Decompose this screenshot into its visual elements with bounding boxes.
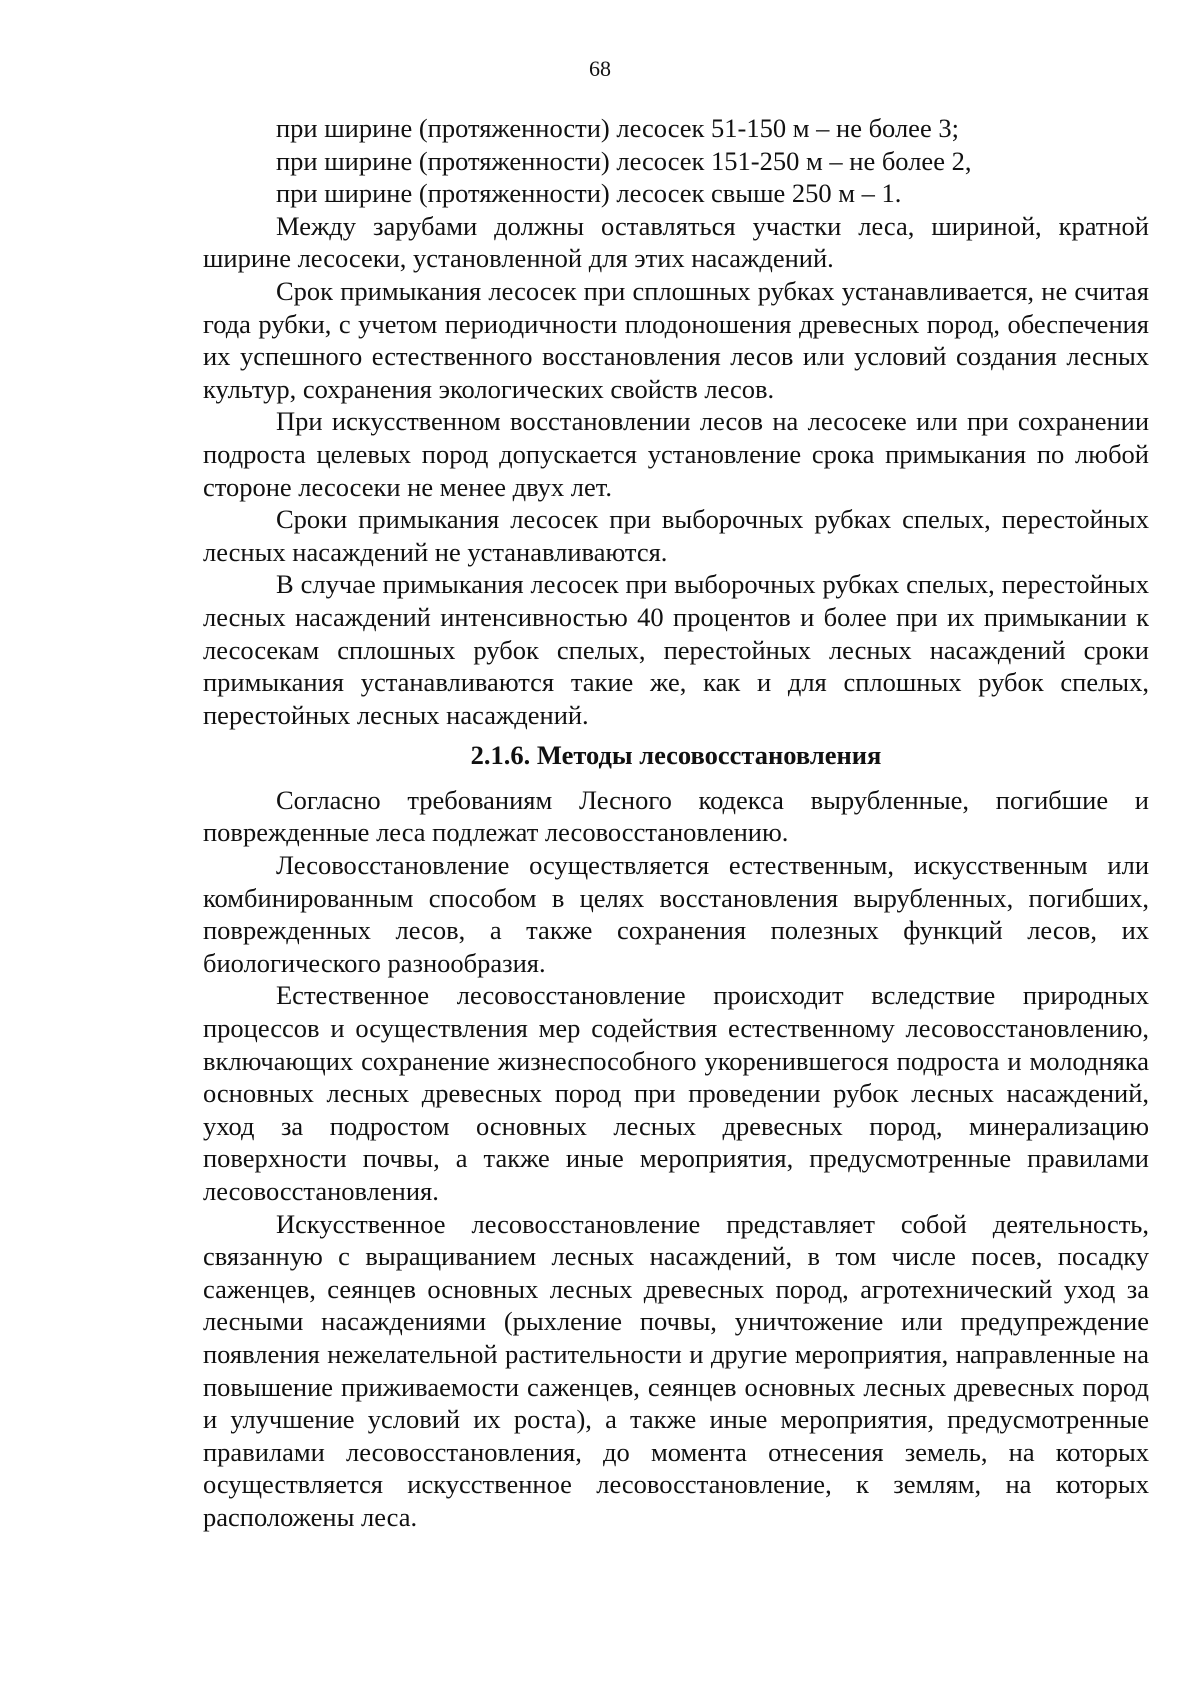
paragraph: Сроки примыкания лесосек при выборочных рубках спелых, перестойных лесных насаждений не устанавливаются.	[203, 504, 1149, 567]
paragraph: при ширине (протяженности) лесосек свыше 250 м – 1.	[276, 178, 902, 209]
section-heading: 2.1.6. Методы лесовосстановления	[470, 740, 882, 771]
page-number: 68	[589, 56, 611, 81]
paragraph: Между зарубами должны оставляться участки леса, шириной, кратной ширине лесосеки, установленной для этих насаждений.	[203, 210, 1149, 274]
paragraph: Согласно требованиям Лесного кодекса вырубленные, погибшие и поврежденные леса подлежат лесовосстановлению.	[203, 784, 1149, 848]
document-body	[203, 112, 1149, 1534]
paragraph: Искусственное лесовосстановление представляет собой деятельность, связанную с выращиванием лесных насаждений, в том числе посев, посадку саженцев, сеянцев основных лесных древесных пород, агротехнический уход за лесными насаждениями (рыхление почвы, уничтожение или предупреждение появления нежелательной растительности и другие мероприятия, направленные на повышение приживаемости саженцев, сеянцев основных лесных древесных пород и улучшение условий их роста), а также иные мероприятия, предусмотренные правилами лесовосстановления, до момента отнесения земель, на которых осуществляется искусственное лесовосстановление, к землям, на которых расположены леса.	[203, 1208, 1149, 1532]
paragraph: при ширине (протяженности) лесосек 151-250 м – не более 2,	[276, 145, 972, 176]
paragraph: При искусственном восстановлении лесов на лесосеке или при сохранении подроста целевых пород допускается установление срока примыкания по любой стороне лесосеки не менее двух лет.	[203, 406, 1149, 502]
paragraph: Лесовосстановление осуществляется естественным, искусственным или комбинированным способом в целях восстановления вырубленных, погибших, поврежденных лесов, а также сохранения полезных функций лесов, их биологического разнообразия.	[203, 850, 1149, 978]
paragraph: Естественное лесовосстановление происходит вследствие природных процессов и осуществления мер содействия естественному лесовосстановлению, включающих сохранение жизнеспособного укоренившегося подроста и молодняка основных лесных древесных пород при проведении рубок лесных насаждений, уход за подростом основных лесных древесных пород, минерализацию поверхности почвы, а также иные мероприятия, предусмотренные правилами лесовосстановления.	[203, 980, 1149, 1206]
paragraph: Срок примыкания лесосек при сплошных рубках устанавливается, не считая года рубки, с учетом периодичности плодоношения древесных пород, обеспечения их успешного естественного восстановления лесов или условий создания лесных культур, сохранения экологических свойств лесов.	[203, 275, 1149, 404]
paragraph: В случае примыкания лесосек при выборочных рубках спелых, перестойных лесных насаждений интенсивностью 40 процентов и более при их примыкании к лесосекам сплошных рубок спелых, перестойных лесных насаждений сроки примыкания устанавливаются такие же, как и для сплошных рубок спелых, перестойных лесных насаждений.	[203, 569, 1149, 730]
paragraph: при ширине (протяженности) лесосек 51-150 м – не более 3;	[276, 113, 959, 143]
